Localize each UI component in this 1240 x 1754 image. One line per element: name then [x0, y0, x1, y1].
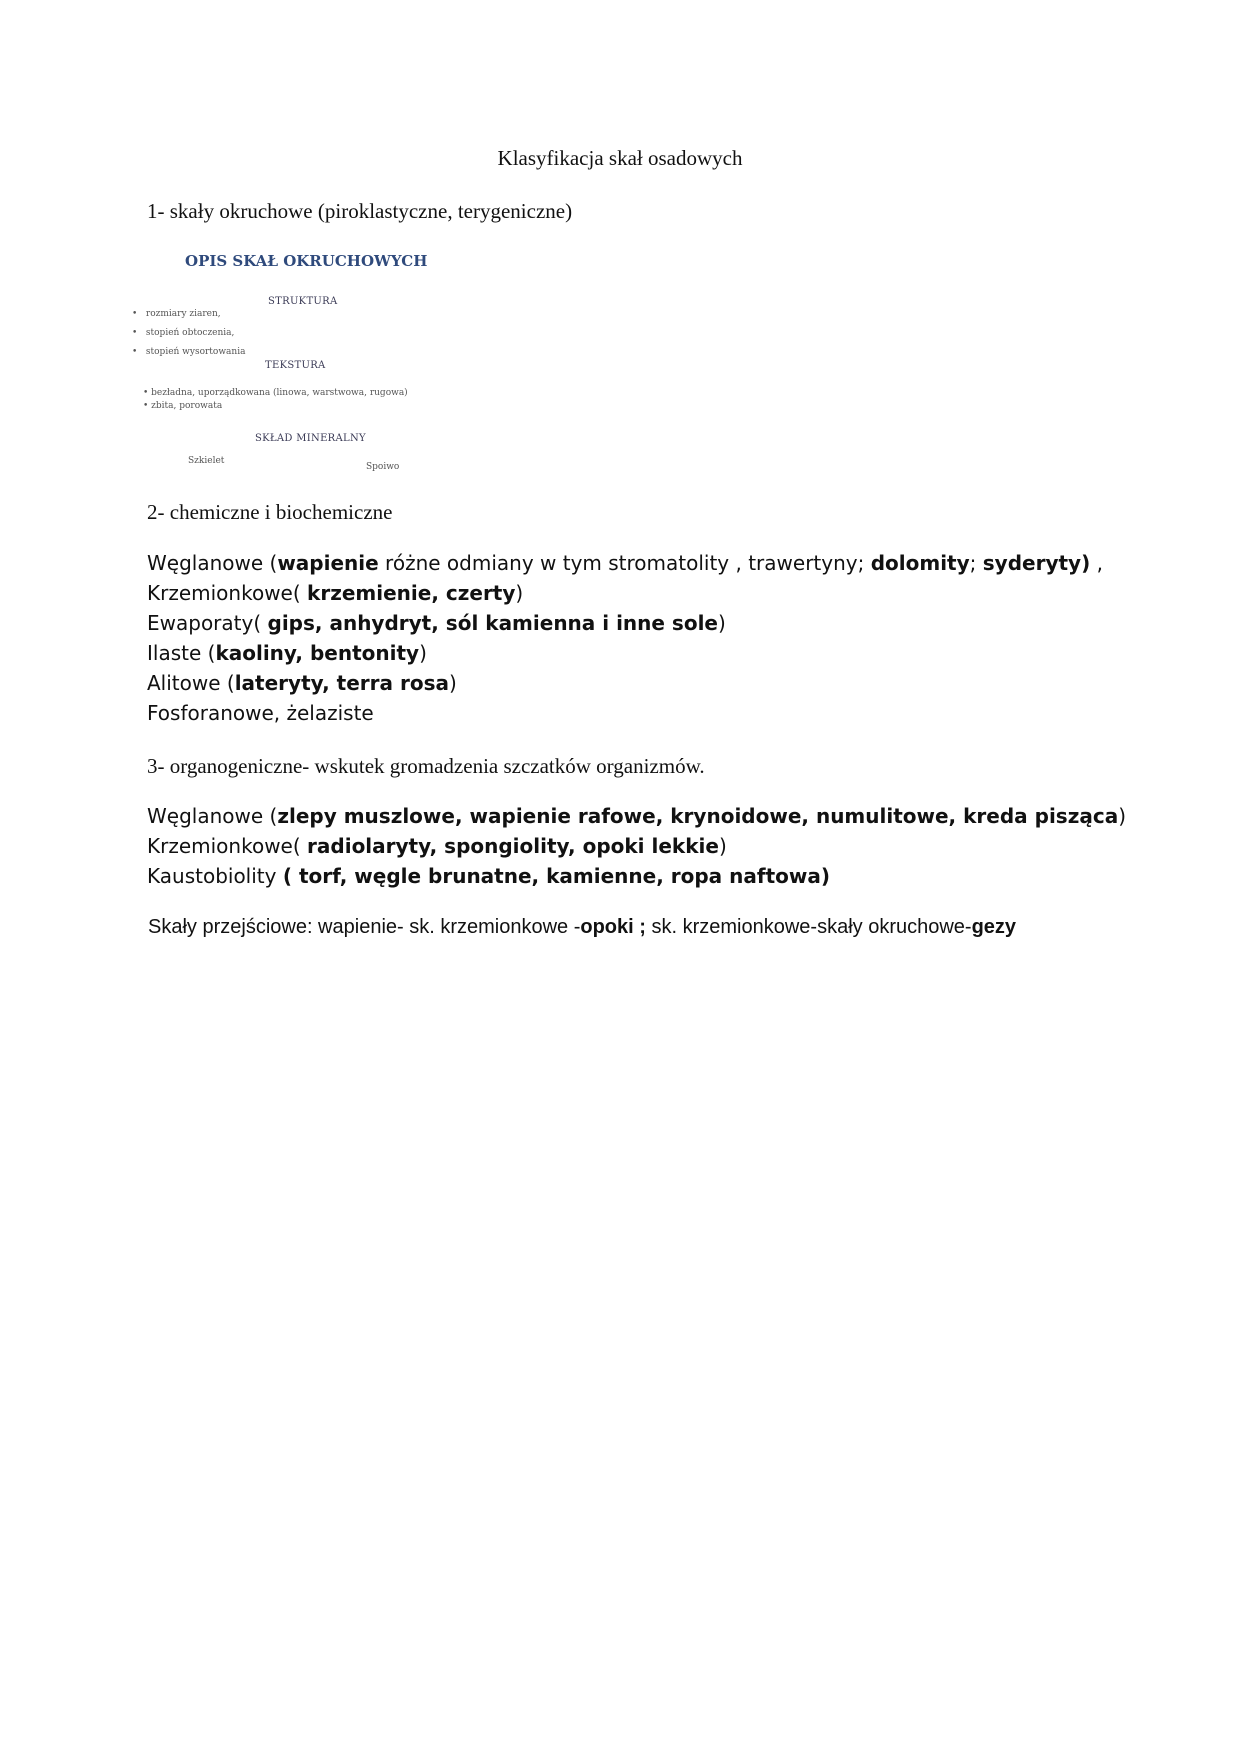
bold-text: krzemienie, czerty — [307, 581, 516, 605]
bold-text: gips, anhydryt, sól kamienna i inne sole — [267, 611, 718, 635]
tekstura-heading: TEKSTURA — [265, 360, 326, 371]
organogenic-rocks-list — [147, 801, 1126, 891]
bold-text: lateryty, terra rosa — [234, 671, 449, 695]
struktura-bullet-3: • stopień wysortowania — [132, 347, 246, 357]
figure-title: OPIS SKAŁ OKRUCHOWYCH — [185, 252, 428, 270]
bold-text: radiolaryty, spongiolity, opoki lekkie — [307, 834, 719, 858]
rock-description-figure — [130, 240, 440, 480]
bold-text: opoki ; — [580, 916, 646, 938]
bold-text: wapienie — [277, 551, 379, 575]
list-item — [147, 668, 1103, 698]
bold-text: syderyty) — [982, 551, 1091, 575]
text: Ewaporaty( — [147, 611, 268, 635]
text: ) — [419, 641, 427, 665]
bold-text: zlepy muszlowe, wapienie rafowe, krynoidowe, numulitowe, kreda pisząca — [277, 804, 1119, 828]
list-item — [147, 578, 1103, 608]
sklad-mineralny-heading: SKŁAD MINERALNY — [255, 433, 366, 444]
struktura-bullet-2: • stopień obtoczenia, — [132, 328, 235, 338]
section-3-heading: 3- organogeniczne- wskutek gromadzenia szczatków organizmów. — [147, 754, 705, 778]
tekstura-item-1-text: bezładna, uporządkowana (linowa, warstwowa, rugowa) — [151, 388, 408, 398]
text: Alitowe ( — [147, 671, 235, 695]
struktura-heading: STRUKTURA — [268, 296, 338, 307]
text: różne odmiany w tym stromatolity , trawertyny; — [378, 551, 871, 575]
section-2-heading: 2- chemiczne i biochemiczne — [147, 500, 393, 524]
text: ; — [969, 551, 983, 575]
document-title: Klasyfikacja skał osadowych — [497, 146, 743, 170]
section-1-heading: 1- skały okruchowe (piroklastyczne, terygeniczne) — [147, 199, 573, 223]
spoiwo-label: Spoiwo — [366, 462, 400, 472]
bold-text: ( torf, węgle brunatne, kamienne, ropa naftowa) — [282, 864, 830, 888]
text: Krzemionkowe( — [147, 834, 308, 858]
tekstura-item-1: • bezładna, uporządkowana (linowa, warstwowa, rugowa) — [143, 388, 408, 398]
text: Krzemionkowe( — [147, 581, 308, 605]
struktura-item-2: stopień obtoczenia, — [145, 328, 235, 338]
list-item — [147, 831, 1126, 861]
list-item — [147, 861, 1126, 891]
list-item — [147, 801, 1126, 831]
transitional-rocks-line — [148, 916, 1016, 939]
text: Węglanowe ( — [147, 551, 278, 575]
text: ) — [718, 834, 727, 858]
bold-text: dolomity — [870, 551, 970, 575]
szkielet-label: Szkielet — [188, 456, 225, 466]
text: sk. krzemionkowe-skały okruchowe- — [645, 916, 972, 938]
list-item — [147, 638, 1103, 668]
text: Węglanowe ( — [147, 804, 278, 828]
tekstura-item-2: • zbita, porowata — [143, 401, 223, 411]
text: Kaustobiolity — [147, 864, 283, 888]
bold-text: gezy — [971, 916, 1017, 938]
text: ) — [449, 671, 457, 695]
struktura-bullet-1: • rozmiary ziaren, — [132, 309, 221, 319]
tekstura-item-2-text: zbita, porowata — [151, 401, 223, 411]
struktura-item-1: rozmiary ziaren, — [145, 309, 221, 319]
list-item: Fosforanowe, żelaziste — [147, 701, 374, 725]
text: ) — [515, 581, 524, 605]
bold-text: kaoliny, bentonity — [215, 641, 420, 665]
list-item — [147, 608, 1103, 638]
struktura-item-3: stopień wysortowania — [145, 347, 246, 357]
text: Ilaste ( — [147, 641, 216, 665]
list-item — [147, 548, 1103, 578]
text: ) — [718, 611, 726, 635]
text: , — [1090, 551, 1103, 575]
chemical-rocks-list — [147, 548, 1103, 728]
text: ) — [1118, 804, 1126, 828]
text: Skały przejściowe: wapienie- sk. krzemionkowe - — [148, 916, 581, 938]
